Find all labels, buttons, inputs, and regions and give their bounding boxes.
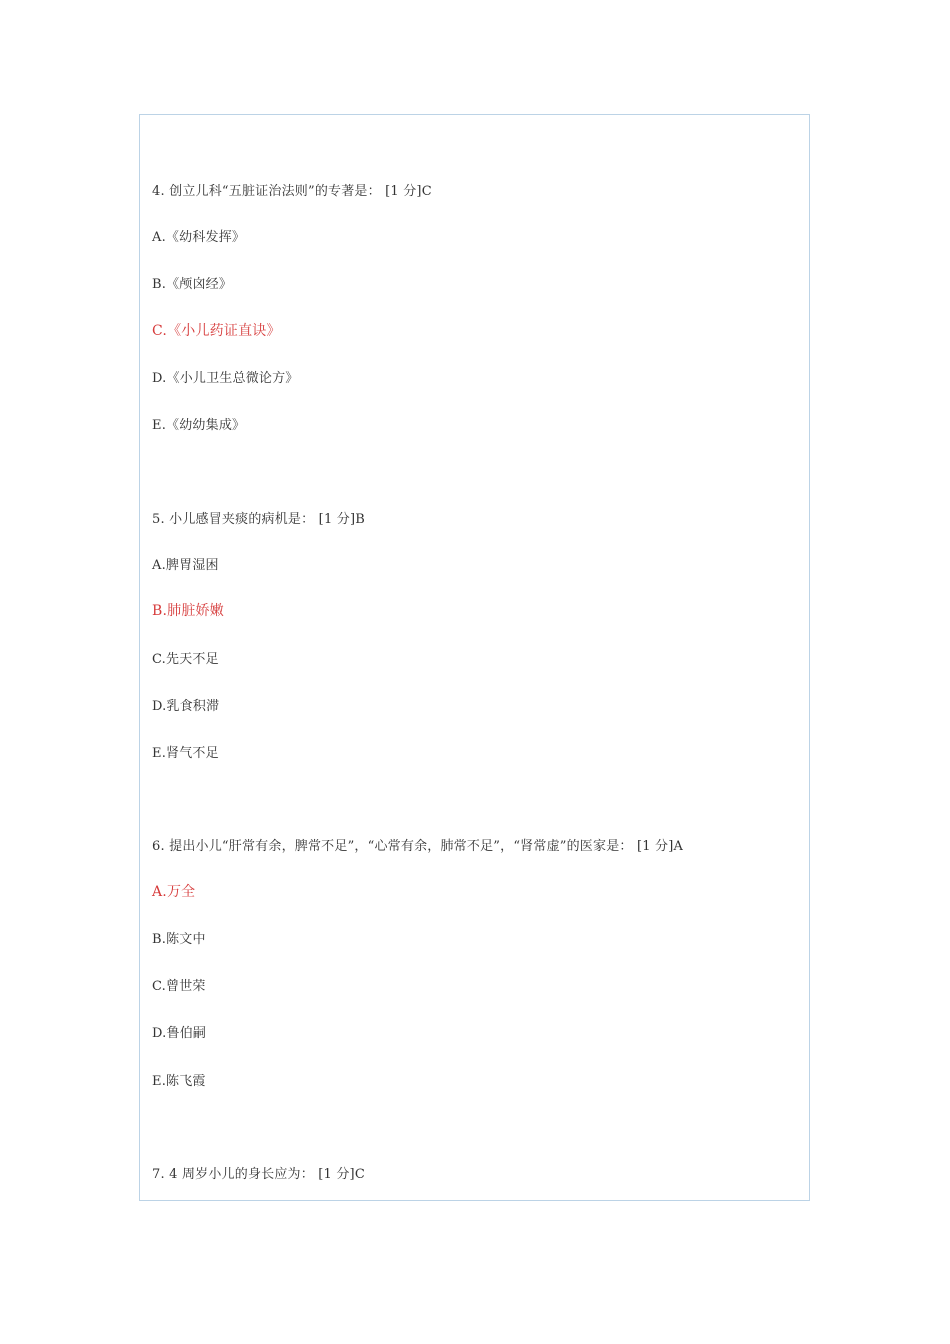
question-6-option-a-correct: A.万全 (152, 884, 196, 900)
question-6-option-c: C.曾世荣 (152, 979, 206, 994)
question-5-option-e: E.肾气不足 (152, 746, 219, 761)
question-6-option-b: B.陈文中 (152, 932, 206, 947)
question-6-stem: 6. 提出小儿“肝常有余，脾常不足”，“心常有余，肺常不足”，“肾常虚”的医家是： [1 分]A (152, 839, 684, 854)
question-6-option-d: D.鲁伯嗣 (152, 1026, 207, 1041)
question-4-option-c-correct: C.《小儿药证直诀》 (152, 323, 281, 339)
question-4-option-e: E.《幼幼集成》 (152, 418, 246, 433)
question-5-option-a: A.脾胃湿困 (152, 558, 219, 573)
question-7-stem: 7. 4 周岁小儿的身长应为： [1 分]C (152, 1167, 365, 1182)
question-6-option-e: E.陈飞霞 (152, 1074, 206, 1089)
question-4-option-b: B.《颅囟经》 (152, 277, 233, 292)
content-frame (139, 114, 810, 1201)
question-4-option-a: A.《幼科发挥》 (152, 230, 246, 245)
question-5-option-d: D.乳食积滞 (152, 699, 220, 714)
question-5-option-b-correct: B.肺脏娇嫩 (152, 603, 224, 619)
question-5-stem: 5. 小儿感冒夹痰的病机是： [1 分]B (152, 512, 365, 527)
question-4-stem: 4. 创立儿科“五脏证治法则”的专著是： [1 分]C (152, 184, 432, 199)
question-4-option-d: D.《小儿卫生总微论方》 (152, 371, 299, 386)
question-5-option-c: C.先天不足 (152, 652, 219, 667)
